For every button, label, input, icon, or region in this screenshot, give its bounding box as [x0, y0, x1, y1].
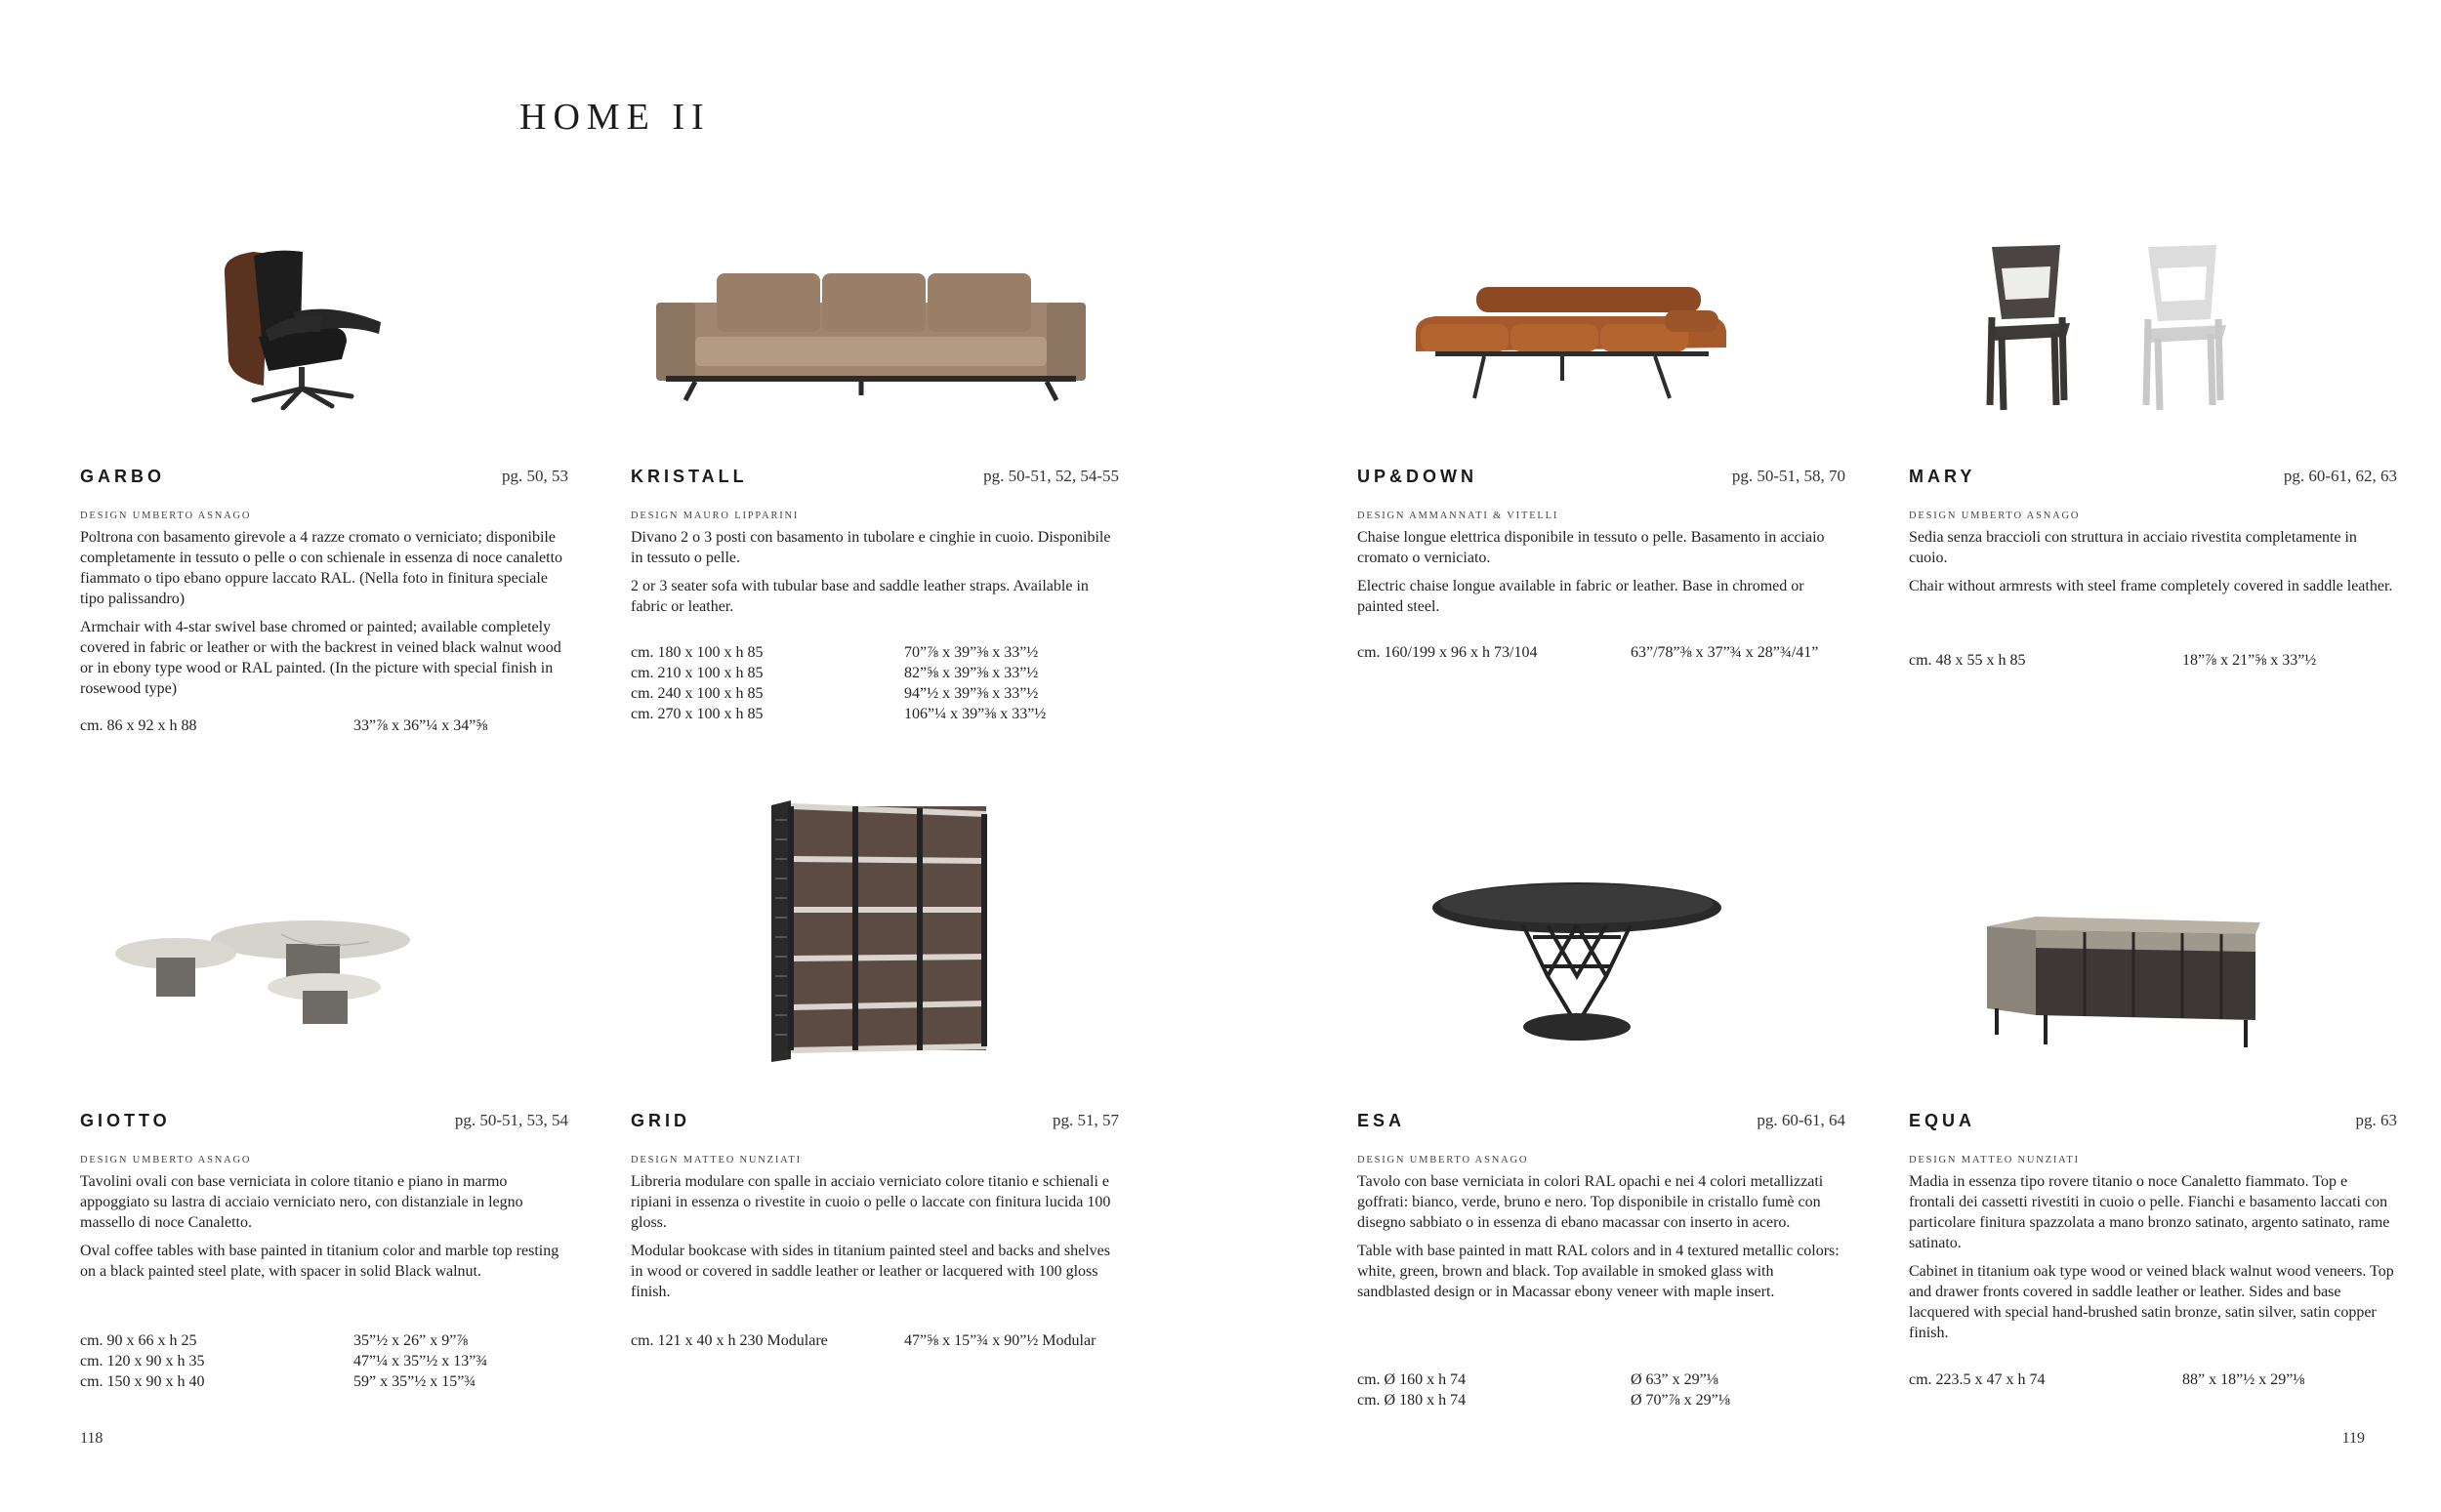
dimension-cm: cm. 150 x 90 x h 40 [80, 1373, 205, 1390]
page-number-right: 119 [2341, 1430, 2365, 1447]
page-reference: pg. 60-61, 64 [1757, 1111, 1845, 1129]
page-reference: pg. 51, 57 [1053, 1111, 1119, 1129]
product-name: GIOTTO [80, 1111, 171, 1130]
dimension-cm: cm. 90 x 66 x h 25 [80, 1332, 197, 1349]
page-reference: pg. 50-51, 58, 70 [1731, 467, 1845, 485]
product-name: GRID [631, 1111, 690, 1130]
dimension-row [1357, 642, 1865, 663]
dimension-cm: cm. 120 x 90 x h 35 [80, 1353, 205, 1369]
dimension-row [80, 1330, 588, 1351]
esa-table-photo [1430, 879, 1723, 1049]
description-english: Table with base painted in matt RAL colors and in 4 textured metallic colors: white, green, brown and black. Top available in smoked glass with sandblasted design or in Macassar ebony veneer with maple insert. [1357, 1243, 1840, 1300]
product-name: KRISTALL [631, 467, 748, 486]
dimension-row [1909, 1369, 2417, 1390]
dimension-inch: 106”¼ x 39”⅜ x 33”½ [904, 706, 1047, 722]
grid-bookcase-photo [771, 800, 996, 1064]
dimension-inch: 70”⅞ x 39”⅜ x 33”½ [904, 644, 1039, 661]
product-description [1909, 1171, 2397, 1351]
dimension-row [631, 642, 1138, 663]
dimension-row [80, 715, 588, 736]
dimension-inch: 63”/78”⅜ x 37”¾ x 28”¾/41” [1631, 644, 1819, 661]
dimension-cm: cm. 223.5 x 47 x h 74 [1909, 1371, 2046, 1388]
dimension-inch: 94”½ x 39”⅜ x 33”½ [904, 685, 1039, 702]
page-reference: pg. 50-51, 53, 54 [454, 1111, 568, 1129]
product-description [631, 1171, 1119, 1310]
dimension-cm: cm. 86 x 92 x h 88 [80, 717, 197, 734]
giotto-tables-photo [115, 913, 496, 1040]
dimension-inch: Ø 70”⅞ x 29”⅛ [1631, 1392, 1730, 1409]
dimensions [631, 1330, 1138, 1351]
dimension-cm: cm. 48 x 55 x h 85 [1909, 652, 2026, 669]
description-italian: Libreria modulare con spalle in acciaio verniciato colore titanio e schienali e ripiani in essenza o rivestite in cuoio o pelle o laccate con finitura lucida 100 gloss. [631, 1173, 1111, 1231]
designer-credit: DESIGN MATTEO NUNZIATI [1909, 1155, 2080, 1165]
dimensions [631, 642, 1138, 724]
kristall-sofa-photo [656, 264, 1086, 410]
dimension-cm: cm. 240 x 100 x h 85 [631, 685, 764, 702]
page-number-left: 118 [80, 1430, 103, 1447]
description-english: Modular bookcase with sides in titanium painted steel and backs and shelves in wood or covered in saddle leather or leather or lacquered with 100 gloss finish. [631, 1243, 1110, 1300]
product-name: UP&DOWN [1357, 467, 1477, 486]
description-english: Armchair with 4-star swivel base chromed or painted; available completely covered in fabric or leather or with the backrest in veined black walnut wood or in ebony type wood or RAL painted. (In the picture with special finish in rosewood type) [80, 619, 561, 697]
product-description [1909, 527, 2397, 604]
product-description [1357, 1171, 1845, 1310]
equa-sideboard-photo [1977, 913, 2265, 1049]
dimension-row [80, 1371, 588, 1392]
dimension-cm: cm. 121 x 40 x h 230 Modulare [631, 1332, 828, 1349]
description-english: Electric chaise longue available in fabric or leather. Base in chromed or painted steel. [1357, 578, 1804, 615]
dimension-inch: 88” x 18”½ x 29”⅛ [2182, 1371, 2305, 1388]
dimension-cm: cm. Ø 180 x h 74 [1357, 1392, 1467, 1409]
designer-credit: DESIGN AMMANNATI & VITELLI [1357, 511, 1559, 521]
dimension-inch: 59” x 35”½ x 15”¾ [353, 1373, 476, 1390]
dimension-cm: cm. 210 x 100 x h 85 [631, 665, 764, 681]
product-description [631, 527, 1119, 625]
page-reference: pg. 50-51, 52, 54-55 [983, 467, 1119, 485]
dimension-row [80, 1351, 588, 1371]
dimension-inch: 82”⅝ x 39”⅜ x 33”½ [904, 665, 1039, 681]
product-description [1357, 527, 1845, 625]
description-italian: Tavolo con base verniciata in colori RAL opachi e nei 4 colori metallizzati goffrati: bianco, verde, bruno e nero. Top disponibile in cristallo fumè con disegno sabbiato o in essenza di ebano macassar con inserto in acero. [1357, 1173, 1824, 1231]
dimension-cm: cm. 160/199 x 96 x h 73/104 [1357, 644, 1538, 661]
description-italian: Madia in essenza tipo rovere titanio o noce Canaletto fiammato. Top e frontali dei cassetti rivestiti in cuoio o pelle. Fianchi e basamento laccati con particolare finitura spazzolata a mano bronzo satinato, argento satinato, rame satinato. [1909, 1173, 2390, 1251]
description-english: Chair without armrests with steel frame completely covered in saddle leather. [1909, 578, 2393, 594]
dimension-row [631, 704, 1138, 724]
dimension-inch: Ø 63” x 29”⅛ [1631, 1371, 1718, 1388]
dimension-inch: 47”¼ x 35”½ x 13”¾ [353, 1353, 488, 1369]
description-italian: Chaise longue elettrica disponibile in tessuto o pelle. Basamento in acciaio cromato o verniciato. [1357, 529, 1825, 566]
dimension-row [1357, 1369, 1865, 1390]
description-english: Cabinet in titanium oak type wood or veined black walnut wood veneers. Top and drawer fronts covered in saddle leather or leather. Sides and base lacquered with special hand-brushed satin bronze, satin silver, satin copper finish. [1909, 1263, 2394, 1341]
dimensions [1357, 642, 1865, 663]
dimensions [1357, 1369, 1865, 1410]
dimensions [1909, 650, 2417, 671]
updown-chaise-photo [1416, 283, 1738, 410]
description-italian: Poltrona con basamento girevole a 4 razze cromato o verniciato; disponibile completamente in tessuto o pelle o con schienale in essenza di noce canaletto fiammato o tipo ebano oppure laccato RAL. (Nella foto in finitura speciale tipo palissandro) [80, 529, 563, 607]
dimension-row [631, 1330, 1138, 1351]
dimensions [1909, 1369, 2417, 1390]
designer-credit: DESIGN UMBERTO ASNAGO [1909, 511, 2081, 521]
designer-credit: DESIGN UMBERTO ASNAGO [1357, 1155, 1529, 1165]
description-italian: Sedia senza braccioli con struttura in acciaio rivestita completamente in cuoio. [1909, 529, 2357, 566]
dimension-row [1357, 1390, 1865, 1410]
designer-credit: DESIGN UMBERTO ASNAGO [80, 1155, 252, 1165]
product-name: ESA [1357, 1111, 1406, 1130]
dimensions [80, 715, 588, 736]
page-title: HOME II [519, 97, 711, 138]
page-reference: pg. 63 [2355, 1111, 2397, 1129]
dimensions [80, 1330, 588, 1392]
dimension-inch: 33”⅞ x 36”¼ x 34”⅝ [353, 717, 488, 734]
product-name: MARY [1909, 467, 1976, 486]
mary-chairs-photo [1982, 239, 2255, 415]
dimension-row [631, 663, 1138, 683]
designer-credit: DESIGN MAURO LIPPARINI [631, 511, 800, 521]
product-description [80, 527, 568, 707]
product-name: EQUA [1909, 1111, 1976, 1130]
page-reference: pg. 50, 53 [502, 467, 568, 485]
description-english: Oval coffee tables with base painted in titanium color and marble top resting on a black painted steel plate, with spacer in solid Black walnut. [80, 1243, 559, 1280]
description-italian: Tavolini ovali con base verniciata in colore titanio e piano in marmo appoggiato su lastra di acciaio verniciato nero, con distanziale in legno massello di noce Canaletto. [80, 1173, 523, 1231]
product-name: GARBO [80, 467, 165, 486]
dimension-cm: cm. Ø 160 x h 74 [1357, 1371, 1467, 1388]
garbo-armchair-photo [215, 244, 391, 410]
product-description [80, 1171, 568, 1289]
dimension-cm: cm. 270 x 100 x h 85 [631, 706, 764, 722]
dimension-row [1909, 650, 2417, 671]
dimension-cm: cm. 180 x 100 x h 85 [631, 644, 764, 661]
description-italian: Divano 2 o 3 posti con basamento in tubolare e cinghie in cuoio. Disponibile in tessuto o pelle. [631, 529, 1111, 566]
designer-credit: DESIGN UMBERTO ASNAGO [80, 511, 252, 521]
designer-credit: DESIGN MATTEO NUNZIATI [631, 1155, 802, 1165]
dimension-row [631, 683, 1138, 704]
dimension-inch: 35”½ x 26” x 9”⅞ [353, 1332, 469, 1349]
description-english: 2 or 3 seater sofa with tubular base and saddle leather straps. Available in fabric or leather. [631, 578, 1089, 615]
dimension-inch: 18”⅞ x 21”⅝ x 33”½ [2182, 652, 2317, 669]
dimension-inch: 47”⅝ x 15”¾ x 90”½ Modular [904, 1332, 1096, 1349]
page-reference: pg. 60-61, 62, 63 [2283, 467, 2397, 485]
